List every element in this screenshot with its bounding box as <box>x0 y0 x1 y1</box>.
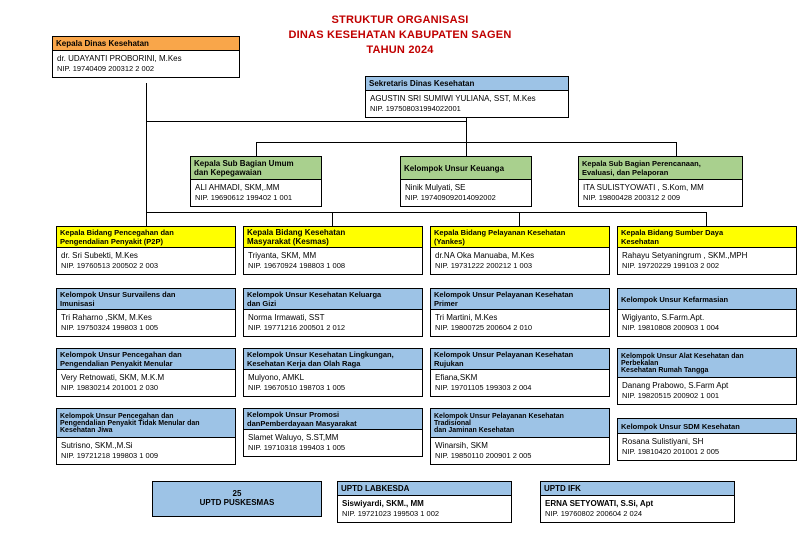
bidang-p2p-header-line1: Kepala Bidang Pencegahan dan <box>60 228 174 237</box>
uptd-ifk-node[interactable] <box>540 481 735 523</box>
kepala-dinas-header: Kepala Dinas Kesehatan <box>52 36 240 51</box>
p2p-unit-2-body <box>56 370 236 397</box>
subbagian-umum-nip: NIP. 19690612 199402 1 001 <box>195 193 293 202</box>
bidang-p2p-node[interactable] <box>56 226 236 275</box>
yankes-unit-2-header-line2: Rujukan <box>434 359 464 368</box>
bidang-yankes-body <box>430 248 610 275</box>
p2p-unit-1-header <box>56 288 236 310</box>
p2p-unit-2-name: Very Retnowati, SKM, M.K.M <box>61 373 165 382</box>
line-bidang1-down <box>146 212 147 226</box>
uptd-ifk-header: UPTD IFK <box>540 481 735 496</box>
bidang-yankes-header <box>430 226 610 248</box>
bidang-yankes-header-line1: Kepala Bidang Pelayanan Kesehatan <box>434 228 566 237</box>
sumberdaya-unit-2-header-line1: Kelompok Unsur Alat Kesehatan dan <box>621 352 744 360</box>
kesmas-unit-3-name: Slamet Waluyo, S.ST,MM <box>248 433 339 442</box>
sekretaris-node[interactable] <box>365 76 569 118</box>
sumberdaya-unit-2-header-line3: Kesehatan Rumah Tangga <box>621 366 709 374</box>
uptd-ifk-nip: NIP. 19760802 200604 2 024 <box>545 509 643 518</box>
yankes-unit-2-header-line1: Kelompok Unsur Pelayanan Kesehatan <box>434 350 574 359</box>
kepala-dinas-node[interactable] <box>52 36 240 78</box>
sumberdaya-unit-2-body <box>617 378 797 405</box>
kepala-dinas-body <box>52 51 240 78</box>
bidang-yankes-name: dr.NA Oka Manuaba, M.Kes <box>435 251 535 260</box>
subbagian-umum-header-line1: Kepala Sub Bagian Umum <box>194 159 294 168</box>
bidang-sumberdaya-header-line1: Kepala Bidang Sumber Daya <box>621 228 724 237</box>
line-kadis-to-bidangspine <box>146 121 147 212</box>
subbagian-perencanaan-header-line2: Evaluasi, dan Pelaporan <box>582 168 669 177</box>
sumberdaya-unit-3-body <box>617 434 797 461</box>
line-bidang-spine <box>146 212 706 213</box>
sekretaris-header: Sekretaris Dinas Kesehatan <box>365 76 569 91</box>
p2p-unit-3-body <box>56 438 236 465</box>
p2p-unit-3-name: Sutrisno, SKM.,M.Si <box>61 441 133 450</box>
sumberdaya-unit-1-node[interactable] <box>617 288 797 337</box>
line-bidang3-down <box>519 212 520 226</box>
sumberdaya-unit-2-name: Danang Prabowo, S.Farm Apt <box>622 381 729 390</box>
yankes-unit-2-header <box>430 348 610 370</box>
bidang-sumberdaya-nip: NIP. 19720229 199103 2 002 <box>622 261 720 270</box>
yankes-unit-3-header-line3: dan Jaminan Kesehatan <box>434 426 515 434</box>
p2p-unit-1-header-line2: Imunisasi <box>60 299 95 308</box>
bidang-p2p-name: dr. Sri Subekti, M.Kes <box>61 251 138 260</box>
yankes-unit-2-nip: NIP. 19701105 199303 2 004 <box>435 383 532 392</box>
title-line-3: TAHUN 2024 <box>366 43 434 56</box>
p2p-unit-2-header-line2: Pengendalian Penyakit Menular <box>60 359 173 368</box>
yankes-unit-1-header <box>430 288 610 310</box>
sumberdaya-unit-2-nip: NIP. 19820515 200902 1 001 <box>622 391 720 400</box>
yankes-unit-2-body <box>430 370 610 397</box>
kesmas-unit-3-header-line2: danPemberdayaan Masyarakat <box>247 419 357 428</box>
yankes-unit-1-body <box>430 310 610 337</box>
sekretaris-body <box>365 91 569 118</box>
line-bidang2-down <box>332 212 333 226</box>
kesmas-unit-3-node[interactable] <box>243 408 423 457</box>
subbagian-umum-body <box>190 180 322 207</box>
yankes-unit-1-header-line2: Primer <box>434 299 458 308</box>
yankes-unit-3-node[interactable] <box>430 408 610 465</box>
uptd-puskesmas-node[interactable] <box>152 481 322 517</box>
sumberdaya-unit-3-nip: NIP. 19810420 201001 2 005 <box>622 447 720 456</box>
subbagian-perencanaan-node[interactable] <box>578 156 743 207</box>
yankes-unit-1-nip: NIP. 19800725 200604 2 010 <box>435 323 533 332</box>
kesmas-unit-2-nip: NIP. 19670510 198703 1 005 <box>248 383 346 392</box>
subbagian-umum-node[interactable] <box>190 156 322 207</box>
kesmas-unit-2-node[interactable] <box>243 348 423 397</box>
yankes-unit-3-header <box>430 408 610 438</box>
yankes-unit-1-node[interactable] <box>430 288 610 337</box>
p2p-unit-1-name: Tri Raharno ,SKM, M.Kes <box>61 313 152 322</box>
bidang-p2p-nip: NIP. 19760513 200502 2 003 <box>61 261 159 270</box>
sumberdaya-unit-2-node[interactable] <box>617 348 797 405</box>
bidang-kesmas-header <box>243 226 423 248</box>
subbagian-perencanaan-body <box>578 180 743 207</box>
sumberdaya-unit-1-name: Wigiyanto, S.Farm.Apt. <box>622 313 705 322</box>
p2p-unit-1-header-line1: Kelompok Unsur Survailens dan <box>60 290 176 299</box>
unsur-keuangan-node[interactable] <box>400 156 532 207</box>
yankes-unit-3-header-line2: Tradisional <box>434 419 471 427</box>
yankes-unit-3-nip: NIP. 19850110 200901 2 005 <box>435 451 532 460</box>
kesmas-unit-1-header <box>243 288 423 310</box>
p2p-unit-1-nip: NIP. 19750324 199803 1 005 <box>61 323 159 332</box>
kesmas-unit-2-header <box>243 348 423 370</box>
uptd-labkesda-body <box>337 496 512 523</box>
line-sub2-down <box>466 142 467 156</box>
unsur-keuangan-header-line1: Kelompok Unsur Keuanga <box>404 163 505 173</box>
bidang-yankes-node[interactable] <box>430 226 610 275</box>
kesmas-unit-1-node[interactable] <box>243 288 423 337</box>
kesmas-unit-2-body <box>243 370 423 397</box>
uptd-puskesmas-count: 25 <box>232 489 242 499</box>
bidang-kesmas-header-line2: Masyarakat (Kesmas) <box>247 237 329 246</box>
uptd-labkesda-name: Siswiyardi, SKM., MM <box>342 499 424 508</box>
uptd-labkesda-nip: NIP. 19721023 199503 1 002 <box>342 509 440 518</box>
sumberdaya-unit-1-header <box>617 288 797 310</box>
kesmas-unit-1-nip: NIP. 19771216 200501 2 012 <box>248 323 346 332</box>
subbagian-perencanaan-nip: NIP. 19800428 200312 2 009 <box>583 193 681 202</box>
p2p-unit-3-header-line1: Kelompok Unsur Pencegahan dan <box>60 412 174 420</box>
subbagian-perencanaan-header-line1: Kepala Sub Bagian Perencanaan, <box>582 159 701 168</box>
sekretaris-nip: NIP. 197508031994022001 <box>370 104 461 113</box>
bidang-yankes-header-line2: (Yankes) <box>434 237 465 246</box>
uptd-puskesmas-label: UPTD PUSKESMAS <box>199 498 275 507</box>
sumberdaya-unit-3-name: Rosana Sulistiyani, SH <box>622 437 704 446</box>
bidang-sumberdaya-node[interactable] <box>617 226 797 275</box>
yankes-unit-2-node[interactable] <box>430 348 610 397</box>
p2p-unit-3-header-line2: Pengendalian Penyakit Tidak Menular dan <box>60 419 200 427</box>
p2p-unit-2-nip: NIP. 19830214 201001 2 030 <box>61 383 159 392</box>
bidang-sumberdaya-name: Rahayu Setyaningrum , SKM.,MPH <box>622 251 748 260</box>
title-line-1: STRUKTUR ORGANISASI <box>331 14 469 26</box>
kesmas-unit-3-header-line1: Kelompok Unsur Promosi <box>247 410 340 419</box>
subbagian-perencanaan-header <box>578 156 743 180</box>
p2p-unit-3-header-line3: Kesehatan Jiwa <box>60 426 113 434</box>
sumberdaya-unit-1-nip: NIP. 19810808 200903 1 004 <box>622 323 720 332</box>
bidang-sumberdaya-body <box>617 248 797 275</box>
kesmas-unit-2-header-line2: Kesehatan Kerja dan Olah Raga <box>247 359 361 368</box>
kepala-dinas-name: dr. UDAYANTI PROBORINI, M.Kes <box>57 54 182 63</box>
bidang-p2p-header <box>56 226 236 248</box>
line-bidang4-down <box>706 212 707 226</box>
subbagian-umum-name: ALI AHMADI, SKM,.MM <box>195 183 280 192</box>
bidang-kesmas-node[interactable] <box>243 226 423 275</box>
line-sekretaris-to-subspine <box>466 121 467 143</box>
subbagian-umum-header-line2: dan Kepegawaian <box>194 168 262 177</box>
bidang-kesmas-header-line1: Kepala Bidang Kesehatan <box>247 228 346 237</box>
line-sub3-down <box>676 142 677 156</box>
uptd-labkesda-node[interactable] <box>337 481 512 523</box>
subbagian-umum-header <box>190 156 322 180</box>
sumberdaya-unit-2-header <box>617 348 797 378</box>
line-kadis-down <box>146 83 147 121</box>
bidang-p2p-body <box>56 248 236 275</box>
sumberdaya-unit-2-header-line2: Perbekalan <box>621 359 659 367</box>
bidang-sumberdaya-header-line2: Kesehatan <box>621 237 659 246</box>
chart-title <box>230 13 570 58</box>
kesmas-unit-2-name: Mulyono, AMKL <box>248 373 305 382</box>
uptd-ifk-name: ERNA SETYOWATI, S.Si, Apt <box>545 499 654 508</box>
p2p-unit-1-node[interactable] <box>56 288 236 337</box>
sumberdaya-unit-1-body <box>617 310 797 337</box>
kesmas-unit-3-body <box>243 430 423 457</box>
p2p-unit-2-node[interactable] <box>56 348 236 397</box>
p2p-unit-3-header <box>56 408 236 438</box>
sumberdaya-unit-3-header-line1: Kelompok Unsur SDM Kesehatan <box>621 421 740 431</box>
bidang-kesmas-name: Triyanta, SKM, MM <box>248 251 317 260</box>
title-line-2: DINAS KESEHATAN KABUPATEN SAGEN <box>288 28 512 41</box>
sumberdaya-unit-1-header-line1: Kelompok Unsur Kefarmasian <box>621 294 729 304</box>
yankes-unit-2-name: Efiana,SKM <box>435 373 478 382</box>
subbagian-perencanaan-name: ITA SULISTYOWATI , S.Kom, MM <box>583 183 704 192</box>
yankes-unit-3-header-line1: Kelompok Unsur Pelayanan Kesehatan <box>434 412 564 420</box>
unsur-keuangan-body <box>400 180 532 207</box>
line-sub1-down <box>256 142 257 156</box>
yankes-unit-3-body <box>430 438 610 465</box>
line-spine-top <box>146 121 466 122</box>
kesmas-unit-1-body <box>243 310 423 337</box>
bidang-kesmas-nip: NIP. 19670924 198803 1 008 <box>248 261 346 270</box>
p2p-unit-3-nip: NIP. 19721218 199803 1 009 <box>61 451 159 460</box>
bidang-sumberdaya-header <box>617 226 797 248</box>
sekretaris-name: AGUSTIN SRI SUMIWI YULIANA, SST, M.Kes <box>370 94 536 103</box>
kesmas-unit-2-header-line1: Kelompok Unsur Kesehatan Lingkungan, <box>247 350 394 359</box>
uptd-labkesda-header: UPTD LABKESDA <box>337 481 512 496</box>
yankes-unit-3-name: Winarsih, SKM <box>435 441 488 450</box>
bidang-kesmas-body <box>243 248 423 275</box>
yankes-unit-1-name: Tri Martini, M.Kes <box>435 313 498 322</box>
p2p-unit-2-header-line1: Kelompok Unsur Pencegahan dan <box>60 350 182 359</box>
bidang-p2p-header-line2: Pengendalian Penyakit (P2P) <box>60 237 163 246</box>
sumberdaya-unit-3-header <box>617 418 797 434</box>
p2p-unit-2-header <box>56 348 236 370</box>
kepala-dinas-nip: NIP. 19740409 200312 2 002 <box>57 64 155 73</box>
sumberdaya-unit-3-node[interactable] <box>617 418 797 461</box>
kesmas-unit-3-nip: NIP. 19710318 199403 1 005 <box>248 443 346 452</box>
kesmas-unit-1-header-line1: Kelompok Unsur Kesehatan Keluarga <box>247 290 382 299</box>
unsur-keuangan-nip: NIP. 197409092014092002 <box>405 193 496 202</box>
bidang-yankes-nip: NIP. 19731222 200212 1 003 <box>435 261 533 270</box>
kesmas-unit-1-header-line2: dan Gizi <box>247 299 277 308</box>
kesmas-unit-1-name: Norma Irmawati, SST <box>248 313 325 322</box>
p2p-unit-1-body <box>56 310 236 337</box>
yankes-unit-1-header-line1: Kelompok Unsur Pelayanan Kesehatan <box>434 290 574 299</box>
uptd-ifk-body <box>540 496 735 523</box>
kesmas-unit-3-header <box>243 408 423 430</box>
p2p-unit-3-node[interactable] <box>56 408 236 465</box>
unsur-keuangan-header <box>400 156 532 180</box>
unsur-keuangan-name: Ninik Mulyati, SE <box>405 183 466 192</box>
